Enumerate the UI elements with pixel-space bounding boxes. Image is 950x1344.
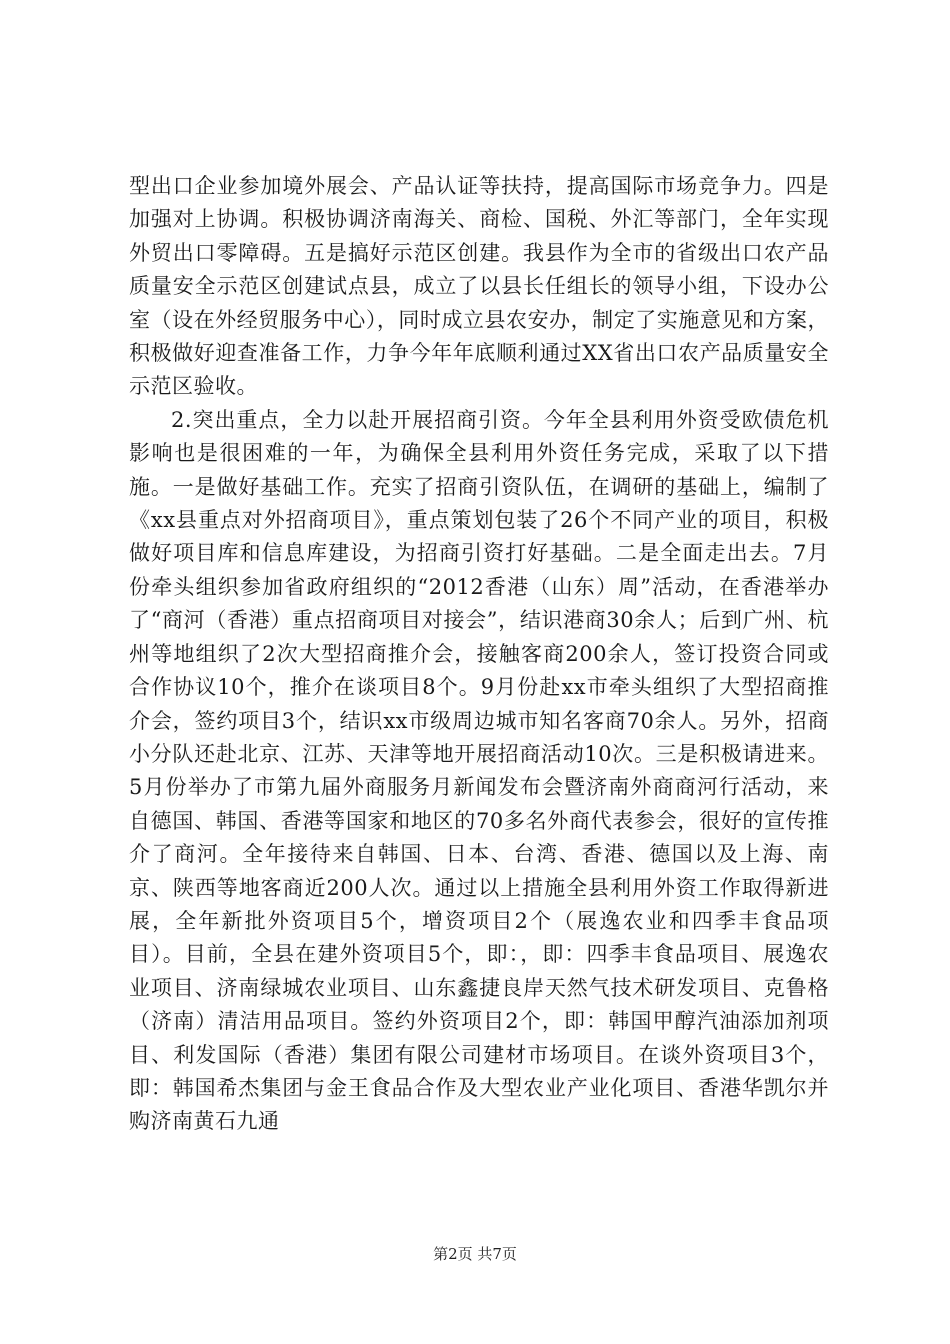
paragraph-2: 2.突出重点，全力以赴开展招商引资。今年全县利用外资受欧债危机影响也是很困难的一年，为确保全县利用外资任务完成，采取了以下措施。一是做好基础工作。充实了招商引资队伍，在调研的基础上，编制了《xx县重点对外招商项目》，重点策划包装了26个不同产业的项目，积极做好项目库和信息库建设，为招商引资打好基础。二是全面走出去。7月份牵头组织参加省政府组织的“2012香港（山东）周”活动，在香港举办了“商河（香港）重点招商项目对接会”，结识港商30余人；后到广州、杭州等地组织了2次大型招商推介会，接触客商200余人，签订投资合同或合作协议10个，推介在谈项目8个。9月份赴xx市牵头组织了大型招商推介会，签约项目3个，结识xx市级周边城市知名客商70余人。另外，招商小分队还赴北京、江苏、天津等地开展招商活动10次。三是积极请进来。5月份举办了市第九届外商服务月新闻发布会暨济南外商商河行活动，来自德国、韩国、香港等国家和地区的70多名外商代表参会，很好的宣传推介了商河。全年接待来自韩国、日本、台湾、香港、德国以及上海、南京、陕西等地客商近200人次。通过以上措施全县利用外资工作取得新进展，全年新批外资项目5个，增资项目2个（展逸农业和四季丰食品项目）。目前，全县在建外资项目5个，即：，即：四季丰食品项目、展逸农业项目、济南绿城农业项目、山东鑫捷良岸天然气技术研发项目、克鲁格（济南）清洁用品项目。签约外资项目2个，即：韩国甲醇汽油添加剂项目、利发国际（香港）集团有限公司建材市场项目。在谈外资项目3个，即：韩国希杰集团与金王食品合作及大型农业产业化项目、香港华凯尔并购济南黄石九通 xyxy=(129,407,829,1134)
document-body xyxy=(129,170,829,1139)
page-footer: 第2页 共7页 xyxy=(433,1245,517,1263)
paragraph-1: 型出口企业参加境外展会、产品认证等扶持，提高国际市场竞争力。四是加强对上协调。积极协调济南海关、商检、国税、外汇等部门，全年实现外贸出口零障碍。五是搞好示范区创建。我县作为全市的省级出口农产品质量安全示范区创建试点县，成立了以县长任组长的领导小组，下设办公室（设在外经贸服务中心），同时成立县农安办，制定了实施意见和方案，积极做好迎查准备工作，力争今年年底顺利通过XX省出口农产品质量安全示范区验收。 xyxy=(129,174,829,399)
